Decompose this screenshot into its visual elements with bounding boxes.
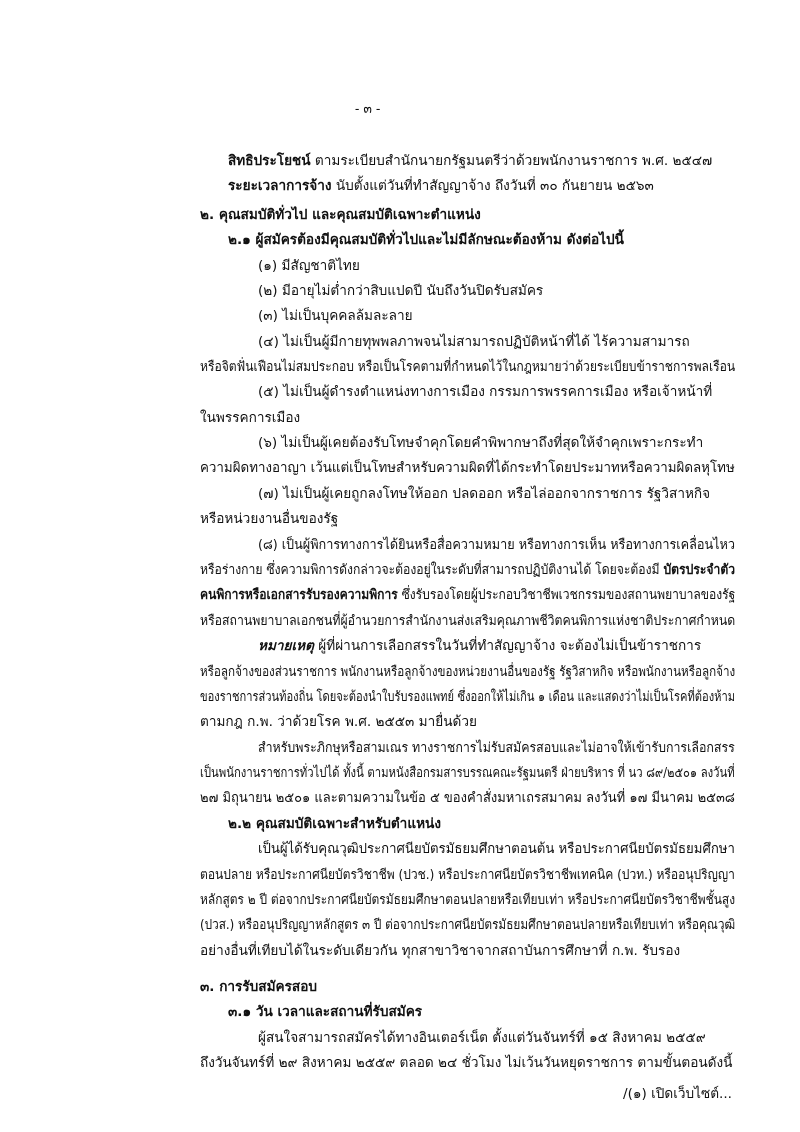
monks-line2: เป็นพนักงานราชการทั่วไปได้ ทั้งนี้ ตามหนังสือกรมสารบรรณคณะรัฐมนตรี ฝ่ายบริหาร ที่ นว ๘๙/๒๕๐๑ ลงวันที่ xyxy=(200,765,735,781)
page-number: - ๓ - xyxy=(354,101,381,117)
section3-1-heading: ๓.๑ วัน เวลาและสถานที่รับสมัคร xyxy=(228,1004,423,1020)
qualification-item-8-line3 xyxy=(200,586,735,604)
note-line2: หรือลูกจ้างของส่วนราชการ พนักงานหรือลูกจ้างของหน่วยงานอื่นของรัฐ รัฐวิสาหกิจ หรือพนักงานหรือลูกจ้าง xyxy=(200,664,736,680)
section2-heading: ๒. คุณสมบัติทั่วไป และคุณสมบัติเฉพาะตำแหน่ง xyxy=(200,207,481,223)
specific-qual-line3: หลักสูตร ๒ ปี ต่อจากประกาศนียบัตรมัธยมศึกษาตอนปลายหรือเทียบเท่า หรือประกาศนียบัตรวิชาชีพชั้นสูง xyxy=(200,892,736,908)
note-line1 xyxy=(258,637,701,655)
benefit-text: ตามระเบียบสำนักนายกรัฐมนตรีว่าด้วยพนักงานราชการ พ.ศ. ๒๕๔๗ xyxy=(310,153,713,169)
benefit-line xyxy=(228,152,712,170)
specific-qual-line1: เป็นผู้ได้รับคุณวุฒิประกาศนียบัตรมัธยมศึกษาตอนต้น หรือประกาศนียบัตรมัธยมศึกษา xyxy=(258,841,735,857)
application-line2: ถึงวันจันทร์ที่ ๒๙ สิงหาคม ๒๕๕๙ ตลอด ๒๔ ชั่วโมง ไม่เว้นวันหยุดราชการ ตามขั้นตอนดังนี้ xyxy=(200,1055,733,1071)
specific-qual-line2: ตอนปลาย หรือประกาศนียบัตรวิชาชีพ (ปวช.) หรือประกาศนียบัตรวิชาชีพเทคนิค (ปวท.) หรืออนุปริญญา xyxy=(200,867,735,883)
qualification-item-7-line1: (๗) ไม่เป็นผู้เคยถูกลงโทษให้ออก ปลดออก หรือไล่ออกจากราชการ รัฐวิสาหกิจ xyxy=(258,486,711,502)
qualification-item-7-line2: หรือหน่วยงานอื่นของรัฐ xyxy=(200,511,339,527)
item8-bold-certificate: คนพิการหรือเอกสารรับรองความพิการ xyxy=(200,587,398,603)
qualification-item-1: (๑) มีสัญชาติไทย xyxy=(258,258,360,274)
item8-text-continued: ซึ่งรับรองโดยผู้ประกอบวิชาชีพเวชกรรมของสถานพยาบาลของรัฐ xyxy=(397,587,736,603)
qualification-item-8-line1: (๘) เป็นผู้พิการทางการได้ยินหรือสื่อความหมาย หรือทางการเห็น หรือทางการเคลื่อนไหว xyxy=(258,537,736,553)
specific-qual-line4: (ปวส.) หรืออนุปริญญาหลักสูตร ๓ ปี ต่อจากประกาศนียบัตรมัธยมศึกษาตอนปลายหรือเทียบเท่า หรือคุณวุฒิ xyxy=(200,917,736,933)
qualification-item-2: (๒) มีอายุไม่ต่ำกว่าสิบแปดปี นับถึงวันปิดรับสมัคร xyxy=(258,283,544,299)
qualification-item-6-line2: ความผิดทางอาญา เว้นแต่เป็นโทษสำหรับความผิดที่ได้กระทำโดยประมาทหรือความผิดลหุโทษ xyxy=(200,460,735,476)
note-label: หมายเหตุ xyxy=(258,638,314,654)
period-label: ระยะเวลาการจ้าง xyxy=(228,178,332,194)
section3-heading: ๓. การรับสมัครสอบ xyxy=(200,979,318,995)
section2-1-heading: ๒.๑ ผู้สมัครต้องมีคุณสมบัติทั่วไปและไม่มีลักษณะต้องห้าม ดังต่อไปนี้ xyxy=(228,232,624,248)
qualification-item-5-line2: ในพรรคการเมือง xyxy=(200,410,301,426)
period-line xyxy=(228,177,654,195)
note-line4: ตามกฎ ก.พ. ว่าด้วยโรค พ.ศ. ๒๕๕๓ มายื่นด้วย xyxy=(200,714,477,730)
qualification-item-3: (๓) ไม่เป็นบุคคลล้มละลาย xyxy=(258,308,413,324)
application-line1: ผู้สนใจสามารถสมัครได้ทางอินเตอร์เน็ต ตั้งแต่วันจันทร์ที่ ๑๕ สิงหาคม ๒๕๕๙ xyxy=(258,1030,706,1046)
section2-2-heading: ๒.๒ คุณสมบัติเฉพาะสำหรับตำแหน่ง xyxy=(228,816,441,832)
monks-line3: ๒๗ มิถุนายน ๒๕๐๑ และตามความในข้อ ๕ ของคำสั่งมหาเถรสมาคม ลงวันที่ ๑๗ มีนาคม ๒๕๓๘ xyxy=(200,790,735,806)
qualification-item-5-line1: (๕) ไม่เป็นผู้ดำรงตำแหน่งทางการเมือง กรรมการพรรคการเมือง หรือเจ้าหน้าที่ xyxy=(258,384,713,400)
qualification-item-4-line1: (๔) ไม่เป็นผู้มีกายทุพพลภาพจนไม่สามารถปฏิบัติหน้าที่ได้ ไร้ความสามารถ xyxy=(258,334,690,350)
item8-text: หรือร่างกาย ซึ่งความพิการดังกล่าวจะต้องอยู่ในระดับที่สามารถปฏิบัติงานได้ โดยจะต้องมี xyxy=(200,562,664,578)
note-line3: ของราชการส่วนท้องถิ่น โดยจะต้องนำใบรับรองแพทย์ ซึ่งออกให้ไม่เกิน ๑ เดือน และแสดงว่าไม่เป็นโรคที่ต้องห้าม xyxy=(200,689,736,705)
qualification-item-8-line2 xyxy=(200,561,735,579)
monks-line1: สำหรับพระภิกษุหรือสามเณร ทางราชการไม่รับสมัครสอบและไม่อาจให้เข้ารับการเลือกสรร xyxy=(258,740,735,756)
qualification-item-6-line1: (๖) ไม่เป็นผู้เคยต้องรับโทษจำคุกโดยคำพิพากษาถึงที่สุดให้จำคุกเพราะกระทำ xyxy=(258,435,704,451)
period-text: นับตั้งแต่วันที่ทำสัญญาจ้าง ถึงวันที่ ๓๐ กันยายน ๒๕๖๓ xyxy=(331,178,654,194)
note-text: ผู้ที่ผ่านการเลือกสรรในวันที่ทำสัญญาจ้าง จะต้องไม่เป็นข้าราชการ xyxy=(313,638,702,654)
benefit-label: สิทธิประโยชน์ xyxy=(228,153,311,169)
item8-bold-card: บัตรประจำตัว xyxy=(663,562,736,578)
qualification-item-8-line4: หรือสถานพยาบาลเอกชนที่ผู้อำนวยการสำนักงานส่งเสริมคุณภาพชีวิตคนพิการแห่งชาติประกาศกำหนด xyxy=(200,613,736,629)
page-continuation: /(๑) เปิดเว็บไซต์... xyxy=(622,1086,732,1102)
qualification-item-4-line2: หรือจิตฟั่นเฟือนไม่สมประกอบ หรือเป็นโรคตามที่กำหนดไว้ในกฎหมายว่าด้วยระเบียบข้าราชการพลเรือน xyxy=(200,359,736,375)
specific-qual-line5: อย่างอื่นที่เทียบได้ในระดับเดียวกัน ทุกสาขาวิชาจากสถาบันการศึกษาที่ ก.พ. รับรอง xyxy=(200,943,681,959)
